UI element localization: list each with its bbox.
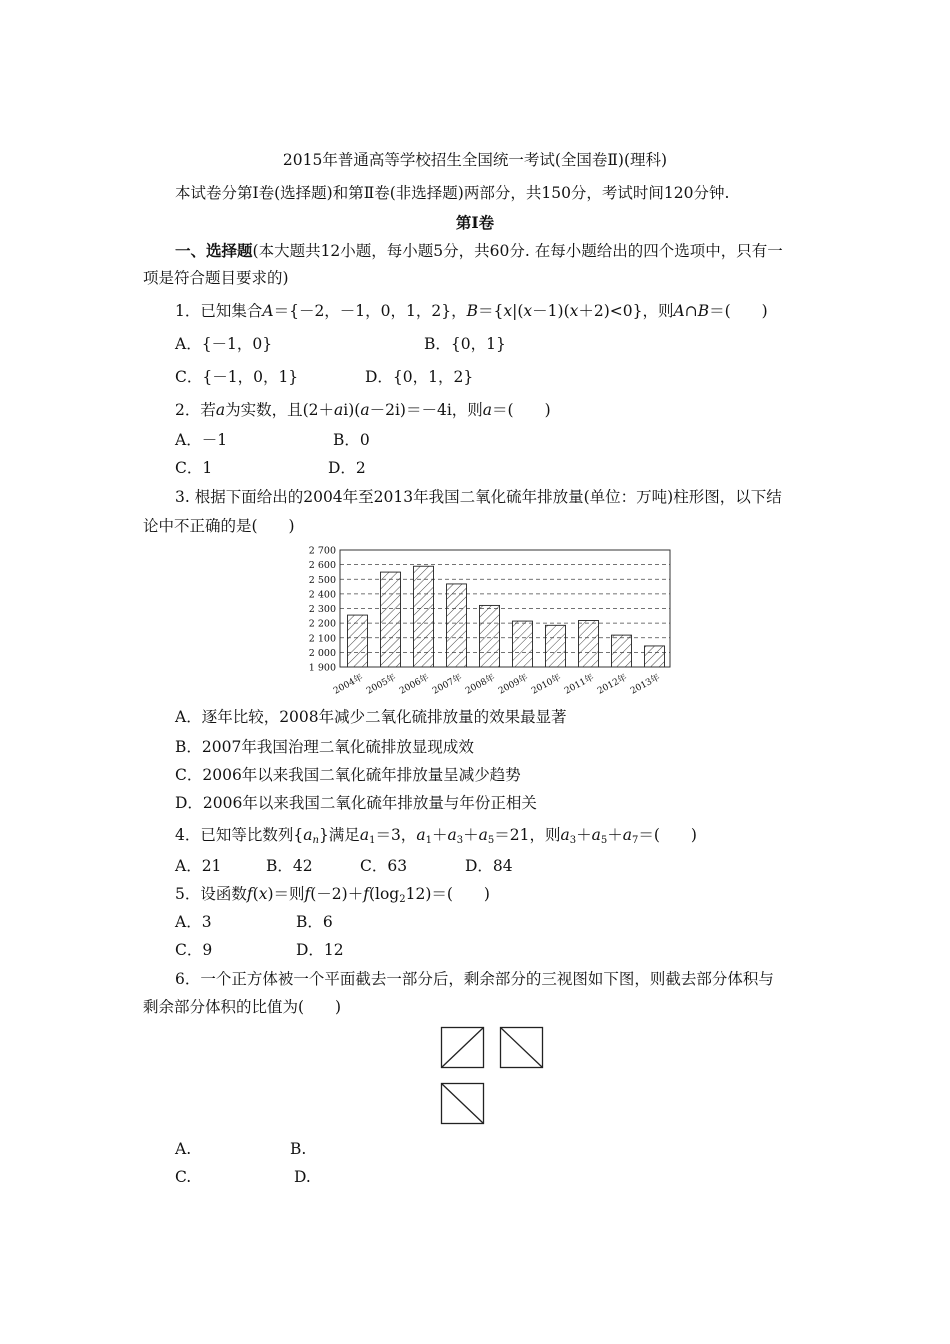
q1-text: ＝( ) — [709, 302, 768, 320]
q3-option-d[interactable]: D．2006年以来我国二氧化硫年排放量与年份正相关 — [175, 794, 537, 812]
q5-text: (log — [368, 885, 400, 903]
exam-intro: 本试卷分第Ⅰ卷(选择题)和第Ⅱ卷(非选择题)两部分，共150分，考试时间120分钟. — [175, 184, 730, 202]
bar-2010年 — [546, 625, 566, 667]
q4-var: a — [359, 826, 370, 844]
question-3-line-1: 3. 根据下面给出的2004年至2013年我国二氧化硫年排放量(单位：万吨)柱形图，以下结 — [175, 488, 782, 506]
question-5 — [175, 884, 490, 904]
q1-option-d[interactable]: D．{0，1，2} — [365, 368, 474, 386]
q2-text: －2i)＝－4i，则 — [369, 401, 483, 419]
bar-2005年 — [381, 572, 401, 667]
x-tick-label: 2007年 — [431, 672, 464, 697]
q1-var: A — [673, 302, 685, 320]
q4-text: 4．已知等比数列{ — [175, 826, 304, 844]
question-6-line-1: 6．一个正方体被一个平面截去一部分后，剩余部分的三视图如下图，则截去部分体积与 — [175, 970, 774, 988]
q4-sub: n — [312, 835, 319, 846]
q3-option-b[interactable]: B．2007年我国治理二氧化硫排放显现成效 — [175, 738, 474, 756]
section-desc-1: (本大题共12小题，每小题5分，共60分. 在每小题给出的四个选项中，只有一 — [252, 242, 783, 260]
side-view-figure — [499, 1026, 545, 1070]
y-tick-label: 1 900 — [308, 662, 336, 674]
q4-option-c[interactable]: C．63 — [360, 857, 408, 875]
q1-text: ＝{－2，－1，0，1，2}， — [273, 302, 467, 320]
q2-var: a — [360, 401, 370, 419]
q1-option-a[interactable]: A．{－1，0} — [175, 335, 273, 353]
q2-option-c[interactable]: C．1 — [175, 459, 213, 477]
q1-text: ＝{ — [478, 302, 504, 320]
y-tick-label: 2 500 — [308, 574, 336, 586]
q5-option-c[interactable]: C．9 — [175, 941, 213, 959]
q2-option-b[interactable]: B．0 — [333, 431, 370, 449]
q5-text: 5．设函数 — [175, 885, 247, 903]
q4-sub: 3 — [456, 835, 464, 846]
q4-text: ＝( ) — [638, 826, 697, 844]
q1-text: 1．已知集合 — [175, 302, 263, 320]
q3-option-a[interactable]: A．逐年比较，2008年减少二氧化硫排放量的效果最显著 — [175, 708, 567, 726]
q4-sub: 3 — [569, 835, 577, 846]
q1-option-b[interactable]: B．{0，1} — [424, 335, 506, 353]
question-4 — [175, 825, 697, 845]
y-tick-label: 2 600 — [308, 560, 336, 572]
q4-text: ＋ — [431, 826, 448, 844]
q2-text: ＝( ) — [492, 401, 551, 419]
exam-title: 2015年普通高等学校招生全国统一考试(全国卷Ⅱ)(理科) — [282, 151, 668, 169]
q5-option-b[interactable]: B．6 — [296, 913, 333, 931]
q1-var: A — [262, 302, 274, 320]
question-2 — [175, 400, 551, 420]
q4-sub: 1 — [425, 835, 432, 846]
y-tick-label: 2 000 — [308, 647, 336, 659]
q4-option-a[interactable]: A．21 — [175, 857, 222, 875]
y-tick-label: 2 400 — [308, 589, 336, 601]
section-heading: 一、选择题 — [175, 241, 253, 260]
q2-var: a — [215, 401, 226, 419]
q2-option-d[interactable]: D．2 — [328, 459, 366, 477]
x-tick-label: 2006年 — [398, 672, 431, 697]
q5-var: x — [258, 885, 268, 903]
bar-2007年 — [447, 584, 467, 667]
y-tick-label: 2 700 — [308, 545, 336, 557]
q1-var: B — [697, 302, 710, 320]
so2-emission-bar-chart — [300, 542, 690, 702]
q5-option-d[interactable]: D．12 — [296, 941, 344, 959]
q4-var: a — [560, 826, 570, 844]
bar-2013年 — [645, 646, 665, 667]
q1-text: ＋2)<0}，则 — [578, 302, 674, 320]
q2-text: 2．若 — [175, 401, 216, 419]
q2-text: 为实数，且(2＋ — [225, 401, 335, 419]
section-instructions-2: 项是符合题目要求的) — [143, 269, 289, 287]
q3-option-c[interactable]: C．2006年以来我国二氧化硫年排放量呈减少趋势 — [175, 766, 521, 784]
q4-sub: 5 — [487, 835, 495, 846]
q1-var: x — [523, 302, 533, 320]
q5-sub: 2 — [399, 894, 406, 905]
q1-var: B — [466, 302, 479, 320]
x-tick-label: 2005年 — [365, 672, 398, 697]
q6-option-d[interactable]: D. — [294, 1168, 311, 1186]
q5-var: f — [246, 885, 253, 903]
q4-var: a — [591, 826, 601, 844]
q2-var: a — [482, 401, 493, 419]
q5-text: (－2)＋ — [310, 885, 364, 903]
x-tick-label: 2008年 — [464, 672, 497, 697]
q1-text: －1)( — [532, 302, 570, 320]
bar-2006年 — [414, 566, 434, 667]
q5-text: )＝则 — [267, 885, 305, 903]
x-tick-label: 2010年 — [530, 672, 563, 697]
q1-text: |( — [512, 302, 524, 320]
q4-text: ＋ — [463, 826, 479, 844]
q5-var: f — [363, 885, 369, 903]
front-view-figure — [440, 1026, 486, 1070]
q4-var: a — [478, 826, 488, 844]
q1-text: ∩ — [684, 302, 698, 320]
bar-2009年 — [513, 621, 533, 667]
chart-bars — [348, 566, 665, 667]
q1-var: x — [569, 302, 579, 320]
y-tick-label: 2 100 — [308, 633, 336, 645]
bar-2004年 — [348, 615, 368, 667]
x-tick-label: 2004年 — [332, 672, 365, 697]
chart-x-ticks — [331, 671, 662, 697]
q2-text: i)( — [343, 401, 361, 419]
q4-text: ＋ — [607, 826, 623, 844]
bar-2011年 — [579, 620, 599, 667]
q4-sub: 1 — [369, 835, 376, 846]
q2-option-a[interactable]: A．－1 — [175, 431, 228, 449]
q4-sub: 7 — [631, 835, 639, 846]
q4-option-d[interactable]: D．84 — [465, 857, 513, 875]
bar-2012年 — [612, 635, 632, 667]
q5-option-a[interactable]: A．3 — [175, 913, 212, 931]
section-instructions-1 — [175, 241, 783, 261]
question-3-line-2: 论中不正确的是( ) — [143, 517, 295, 535]
question-1 — [175, 301, 768, 321]
bar-2008年 — [480, 605, 500, 667]
q4-sub: 5 — [600, 835, 608, 846]
y-tick-label: 2 200 — [308, 618, 336, 630]
q4-var: a — [416, 826, 426, 844]
chart-y-ticks — [309, 546, 336, 674]
x-tick-label: 2009年 — [497, 672, 530, 697]
q4-text: }满足 — [318, 826, 360, 844]
q6-option-a[interactable]: A. — [175, 1140, 192, 1158]
q4-var: a — [447, 826, 457, 844]
q1-option-c[interactable]: C．{－1，0，1} — [175, 368, 299, 386]
top-view-figure — [440, 1082, 486, 1126]
q2-var: a — [334, 401, 344, 419]
question-6-line-2: 剩余部分体积的比值为( ) — [143, 998, 342, 1016]
x-tick-label: 2013年 — [629, 672, 662, 697]
q4-text: ＝21，则 — [494, 826, 561, 844]
q1-var: x — [503, 302, 513, 320]
q4-text: ＝3， — [375, 826, 417, 844]
q4-text: ＋ — [576, 826, 592, 844]
q4-var: a — [622, 826, 632, 844]
q6-option-c[interactable]: C. — [175, 1168, 192, 1186]
q4-var: a — [303, 826, 313, 844]
x-tick-label: 2011年 — [563, 672, 596, 697]
q5-text: ( — [252, 885, 259, 903]
volume-heading: 第Ⅰ卷 — [455, 213, 495, 232]
q4-option-b[interactable]: B．42 — [266, 857, 313, 875]
q5-var: f — [304, 885, 311, 903]
y-tick-label: 2 300 — [308, 604, 336, 615]
q6-option-b[interactable]: B. — [290, 1140, 307, 1158]
x-tick-label: 2012年 — [596, 672, 629, 697]
q5-text: 12)＝( ) — [405, 885, 490, 903]
